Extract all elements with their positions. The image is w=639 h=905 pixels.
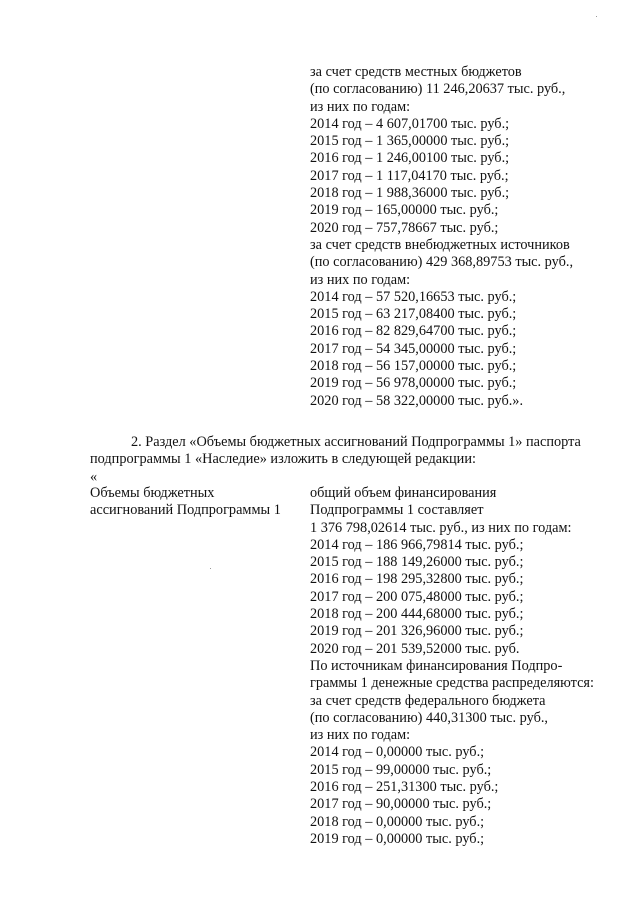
funding-line: Подпрограммы 1 составляет (310, 502, 484, 519)
table-left-label (90, 485, 281, 520)
funding-line: 2020 год – 201 539,52000 тыс. руб. (310, 640, 520, 657)
funding-line: 1 376 798,02614 тыс. руб., из них по годам: (310, 519, 572, 536)
opening-quote: « (90, 469, 98, 485)
funding-line: 2019 год – 56 978,00000 тыс. руб.; (310, 375, 517, 392)
funding-line: 2018 год – 0,00000 тыс. руб.; (310, 813, 485, 830)
funding-line: 2019 год – 201 326,96000 тыс. руб.; (310, 623, 524, 640)
funding-line: из них по годам: (310, 271, 411, 288)
funding-line: 2014 год – 186 966,79814 тыс. руб.; (310, 536, 524, 553)
funding-line: По источникам финансирования Подпро- (310, 657, 563, 674)
funding-line: за счет средств внебюджетных источников (310, 236, 570, 253)
funding-line: из них по годам: (310, 727, 411, 744)
paragraph-line-1: 2. Раздел «Объемы бюджетных ассигнований Подпрограммы 1» паспорта (131, 434, 581, 450)
scan-speck (210, 568, 211, 569)
funding-line: 2016 год – 1 246,00100 тыс. руб.; (310, 150, 510, 167)
scan-speck (596, 16, 597, 17)
funding-line: 2014 год – 0,00000 тыс. руб.; (310, 744, 485, 761)
funding-line: (по согласованию) 440,31300 тыс. руб., (310, 709, 548, 726)
funding-line: 2018 год – 56 157,00000 тыс. руб.; (310, 358, 517, 375)
left-label-line-2: ассигнований Подпрограммы 1 (90, 502, 281, 519)
funding-line: за счет средств местных бюджетов (310, 64, 522, 80)
funding-line: 2016 год – 82 829,64700 тыс. руб.; (310, 323, 517, 340)
table-right-funding-text (310, 485, 594, 848)
funding-line: 2017 год – 54 345,00000 тыс. руб.; (310, 340, 517, 357)
funding-line: 2014 год – 4 607,01700 тыс. руб.; (310, 115, 510, 132)
funding-line: 2017 год – 1 117,04170 тыс. руб.; (310, 167, 509, 184)
funding-line: 2018 год – 200 444,68000 тыс. руб.; (310, 606, 524, 623)
funding-line: (по согласованию) 11 246,20637 тыс. руб., (310, 81, 566, 98)
funding-line: 2020 год – 58 322,00000 тыс. руб.». (310, 392, 524, 409)
funding-line: из них по годам: (310, 98, 411, 115)
left-label-line-1: Объемы бюджетных (90, 485, 215, 501)
funding-line: 2016 год – 198 295,32800 тыс. руб.; (310, 571, 524, 588)
funding-line: 2017 год – 90,00000 тыс. руб.; (310, 796, 492, 813)
funding-line: 2019 год – 0,00000 тыс. руб.; (310, 830, 485, 847)
section-paragraph (90, 434, 610, 469)
funding-line: общий объем финансирования (310, 485, 497, 501)
funding-line: 2015 год – 99,00000 тыс. руб.; (310, 761, 492, 778)
paragraph-line-2: подпрограммы 1 «Наследие» изложить в следующей редакции: (90, 451, 476, 468)
top-funding-block (310, 64, 573, 410)
funding-line: 2020 год – 757,78667 тыс. руб.; (310, 219, 499, 236)
funding-line: 2019 год – 165,00000 тыс. руб.; (310, 202, 499, 219)
funding-line: 2014 год – 57 520,16653 тыс. руб.; (310, 288, 517, 305)
funding-line: 2015 год – 63 217,08400 тыс. руб.; (310, 306, 517, 323)
funding-line: 2017 год – 200 075,48000 тыс. руб.; (310, 588, 524, 605)
funding-line: граммы 1 денежные средства распределяются: (310, 675, 594, 692)
funding-line: 2015 год – 188 149,26000 тыс. руб.; (310, 554, 524, 571)
funding-line: за счет средств федерального бюджета (310, 692, 546, 709)
funding-line: 2016 год – 251,31300 тыс. руб.; (310, 779, 499, 796)
funding-line: 2018 год – 1 988,36000 тыс. руб.; (310, 185, 510, 202)
funding-line: 2015 год – 1 365,00000 тыс. руб.; (310, 133, 510, 150)
funding-line: (по согласованию) 429 368,89753 тыс. руб., (310, 254, 574, 271)
